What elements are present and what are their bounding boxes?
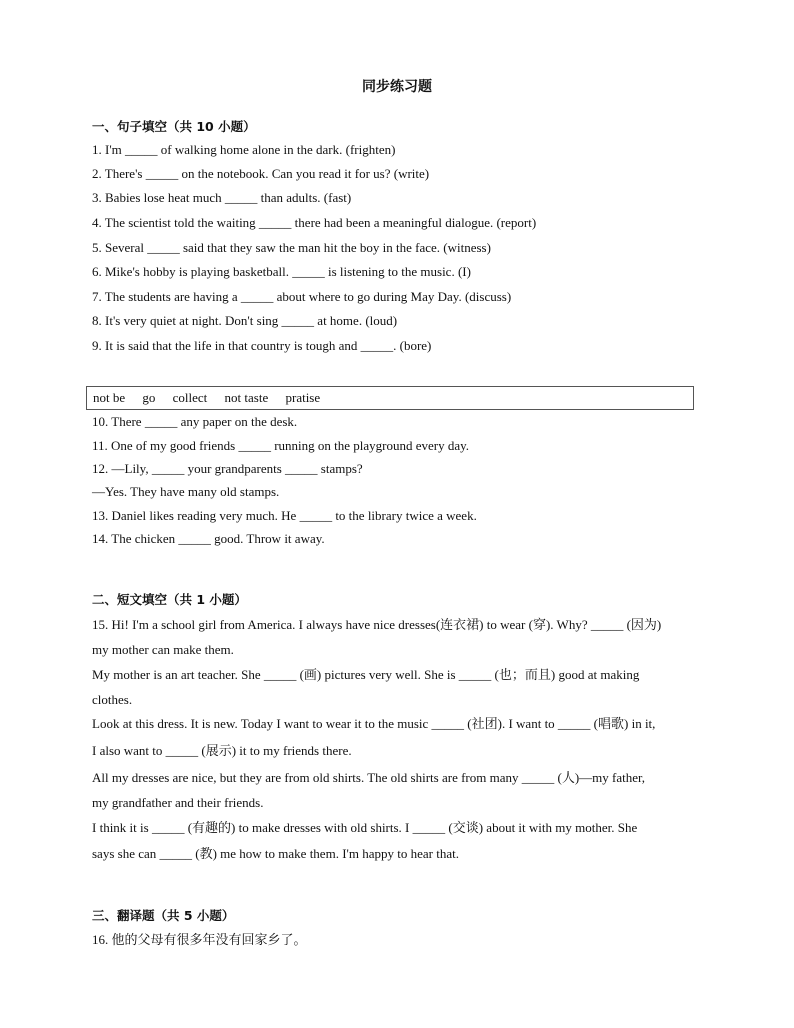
question-1: 1. I'm _____ of walking home alone in the dark. (frighten): [92, 142, 396, 157]
question-10: 10. There _____ any paper on the desk.: [92, 414, 298, 429]
question-13: 13. Daniel likes reading very much. He _____ to the library twice a week.: [92, 508, 477, 523]
word-box-item: not taste: [224, 390, 269, 405]
page-title: 同步练习题: [362, 79, 432, 95]
question-16: 16. 他的父母有很多年没有回家乡了。: [92, 932, 307, 947]
question-11: 11. One of my good friends _____ running on the playground every day.: [92, 438, 470, 453]
question-6: 6. Mike's hobby is playing basketball. _____ is listening to the music. (I): [92, 264, 471, 279]
question-4: 4. The scientist told the waiting _____ there had been a meaningful dialogue. (report): [92, 215, 537, 230]
passage-line: my grandfather and their friends.: [92, 795, 264, 810]
word-box-item: go: [142, 390, 156, 405]
question-7: 7. The students are having a _____ about where to go during May Day. (discuss): [92, 289, 512, 304]
question-2: 2. There's _____ on the notebook. Can you read it for us? (write): [92, 166, 430, 181]
passage-line: I think it is _____ (有趣的) to make dresses with old shirts. I _____ (交谈) about it with my mother. She: [92, 820, 638, 835]
question-9: 9. It is said that the life in that country is tough and _____. (bore): [92, 338, 432, 353]
question-12: 12. —Lily, _____ your grandparents _____ stamps?: [92, 461, 363, 476]
section-1-heading: 一、句子填空（共 10 小题）: [92, 119, 256, 134]
word-box-item: not be: [93, 390, 126, 405]
question-12-answer: —Yes. They have many old stamps.: [92, 484, 280, 499]
passage-line: my mother can make them.: [92, 642, 234, 657]
passage-line: 15. Hi! I'm a school girl from America. I always have nice dresses(连衣裙) to wear (穿). Why? _____ (因为): [92, 617, 662, 632]
section-3-heading: 三、翻译题（共 5 小题）: [92, 908, 235, 923]
section-2-heading: 二、短文填空（共 1 小题）: [92, 592, 247, 607]
passage-line: All my dresses are nice, but they are from old shirts. The old shirts are from many _____ (人)—my father,: [92, 770, 646, 785]
word-box: [86, 386, 694, 410]
question-14: 14. The chicken _____ good. Throw it away.: [92, 531, 325, 546]
passage-line: says she can _____ (教) me how to make them. I'm happy to hear that.: [92, 846, 459, 861]
passage-line: My mother is an art teacher. She _____ (画) pictures very well. She is _____ (也；而且) good at making: [92, 667, 640, 682]
passage-line: I also want to _____ (展示) it to my friends there.: [92, 743, 352, 758]
question-3: 3. Babies lose heat much _____ than adults. (fast): [92, 190, 352, 205]
passage-line: Look at this dress. It is new. Today I want to wear it to the music _____ (社团). I want to _____ (唱歌) in it,: [92, 716, 656, 731]
word-box-item: collect: [172, 390, 208, 405]
passage-line: clothes.: [92, 692, 133, 707]
word-box-item: pratise: [285, 390, 321, 405]
question-5: 5. Several _____ said that they saw the man hit the boy in the face. (witness): [92, 240, 491, 255]
question-8: 8. It's very quiet at night. Don't sing _____ at home. (loud): [92, 313, 398, 328]
